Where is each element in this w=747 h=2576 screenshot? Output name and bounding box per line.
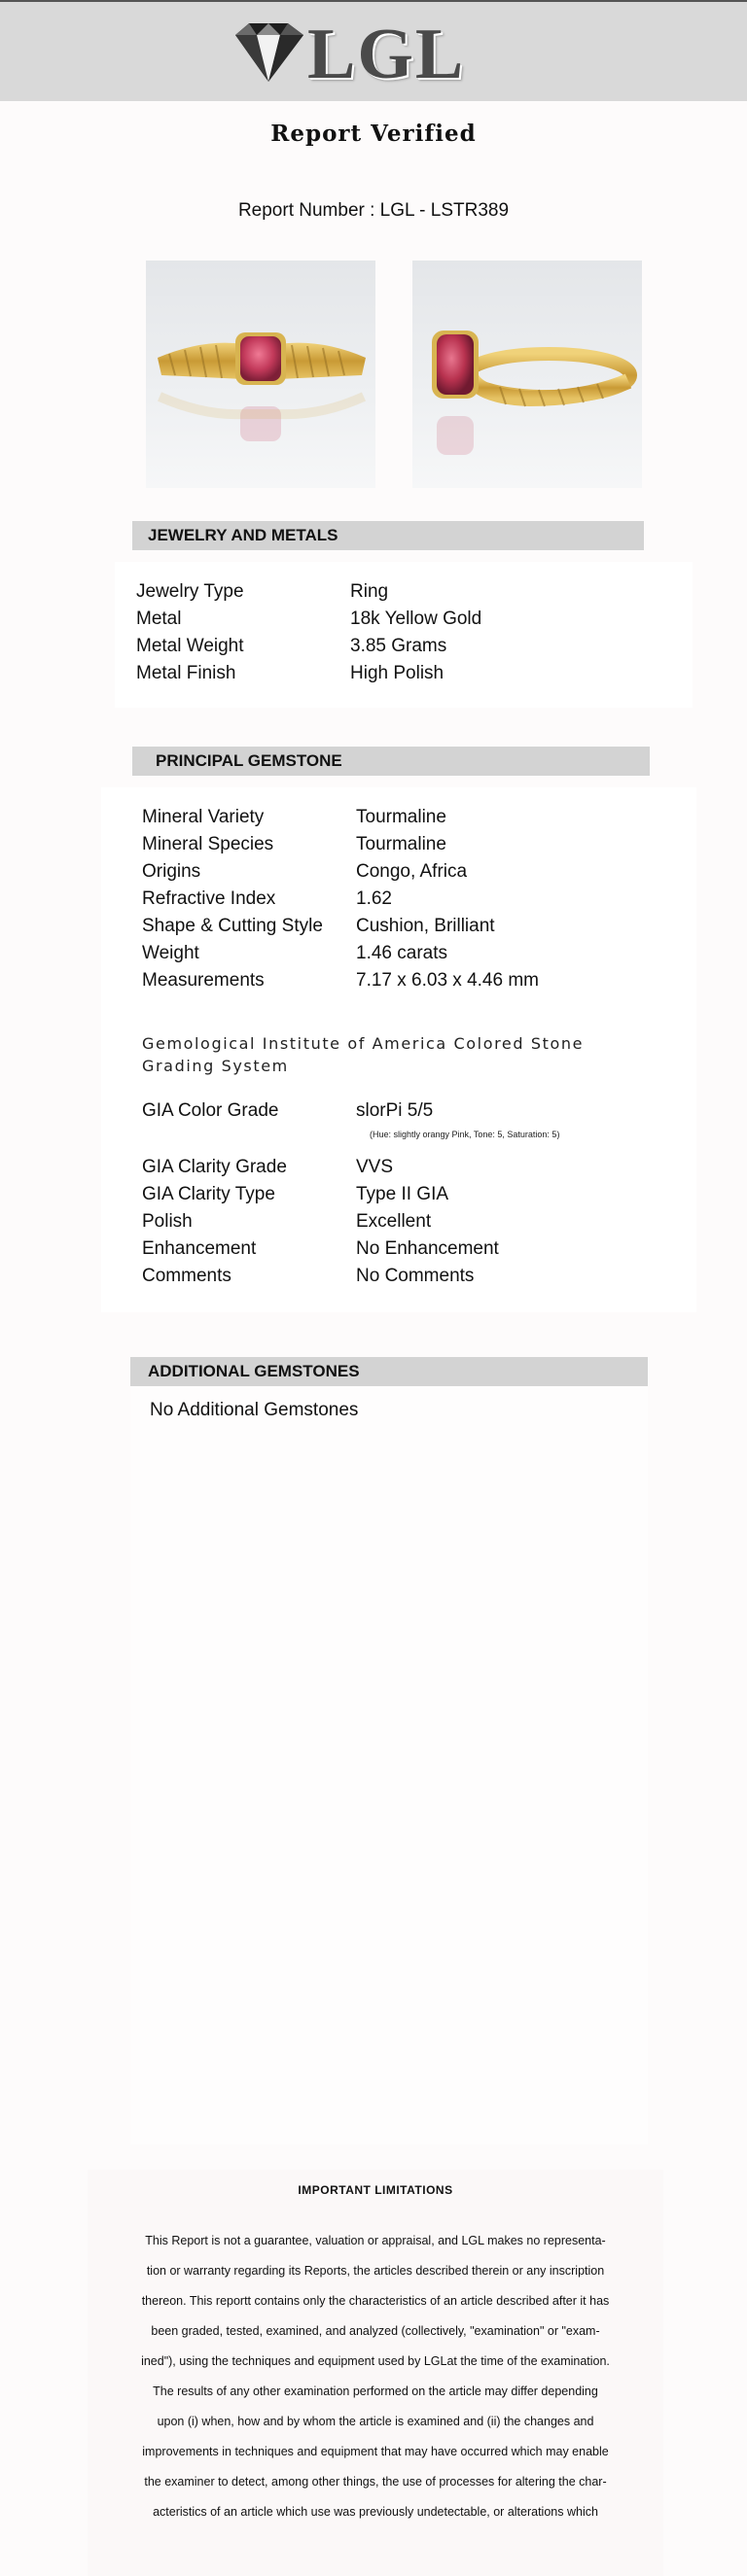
origins-value: Congo, Africa xyxy=(356,861,468,882)
metal-value: 18k Yellow Gold xyxy=(350,609,482,629)
mineral-species-label: Mineral Species xyxy=(142,834,274,854)
color-grade-label: GIA Color Grade xyxy=(142,1100,279,1121)
ring-front-photo xyxy=(146,261,375,488)
shape-cutting-value: Cushion, Brilliant xyxy=(356,916,495,936)
gemstone-section-header: PRINCIPAL GEMSTONE xyxy=(132,747,650,776)
report-number: Report Number : LGL - LSTR389 xyxy=(237,200,510,221)
comments-value: No Comments xyxy=(356,1266,475,1286)
ring-side-photo xyxy=(412,261,642,488)
refractive-index-value: 1.62 xyxy=(356,888,392,909)
limitations-line: The results of any other examination performed on the article may differ depending xyxy=(153,2385,598,2398)
limitations-line: acteristics of an article which use was previously undetectable, or alterations which xyxy=(153,2505,598,2519)
mineral-variety-value: Tourmaline xyxy=(356,807,446,827)
additional-text: No Additional Gemstones xyxy=(150,1400,359,1420)
grading-system-note: Gemological Institute of America Colored Stone Grading System xyxy=(142,1034,585,1075)
enhancement-value: No Enhancement xyxy=(356,1238,499,1259)
header-banner xyxy=(0,0,747,101)
jewelry-type-value: Ring xyxy=(350,581,389,602)
metal-weight-label: Metal Weight xyxy=(136,636,244,656)
limitations-line: tion or warranty regarding its Reports, the articles described therein or any inscription xyxy=(146,2264,605,2278)
shape-cutting-label: Shape & Cutting Style xyxy=(142,916,323,936)
clarity-grade-value: VVS xyxy=(356,1157,394,1177)
weight-label: Weight xyxy=(142,943,199,963)
polish-value: Excellent xyxy=(356,1211,432,1232)
limitations-line: thereon. This reportt contains only the characteristics of an article described after it has xyxy=(141,2294,610,2308)
limitations-line: This Report is not a guarantee, valuation or appraisal, and LGL makes no representa- xyxy=(145,2234,606,2247)
limitations-line: been graded, tested, examined, and analyzed (collectively, "examination" or "exam- xyxy=(151,2324,600,2338)
measurements-value: 7.17 x 6.03 x 4.46 mm xyxy=(356,970,539,991)
jewelry-type-label: Jewelry Type xyxy=(136,581,244,602)
limitations-title: IMPORTANT LIMITATIONS xyxy=(298,2183,453,2197)
metal-finish-label: Metal Finish xyxy=(136,663,236,683)
color-grade-value: slorPi 5/5 xyxy=(356,1100,434,1121)
measurements-label: Measurements xyxy=(142,970,265,991)
limitations-line: the examiner to detect, among other things, the use of processes for altering the char- xyxy=(144,2475,607,2489)
limitations-line: ined"), using the techniques and equipment used by LGLat the time of the examination. xyxy=(141,2354,610,2368)
mineral-species-value: Tourmaline xyxy=(356,834,446,854)
jewelry-panel xyxy=(115,562,693,708)
polish-label: Polish xyxy=(142,1211,193,1232)
jewelry-section-header: JEWELRY AND METALS xyxy=(132,521,644,550)
lgl-logo xyxy=(228,15,480,94)
mineral-variety-label: Mineral Variety xyxy=(142,807,265,827)
additional-panel xyxy=(130,1386,648,2144)
enhancement-label: Enhancement xyxy=(142,1238,257,1259)
weight-value: 1.46 carats xyxy=(356,943,447,963)
additional-section-header: ADDITIONAL GEMSTONES xyxy=(130,1357,648,1386)
origins-label: Origins xyxy=(142,861,201,882)
limitations-line: upon (i) when, how and by whom the article is examined and (ii) the changes and xyxy=(157,2415,594,2428)
logo-text: LGL xyxy=(307,15,466,94)
hue-note: (Hue: slightly orangy Pink, Tone: 5, Saturation: 5) xyxy=(370,1130,560,1139)
metal-label: Metal xyxy=(136,609,182,629)
metal-finish-value: High Polish xyxy=(350,663,445,683)
important-limitations xyxy=(88,2170,663,2576)
refractive-index-label: Refractive Index xyxy=(142,888,276,909)
diamond-icon xyxy=(228,21,309,84)
page-title: Report Verified xyxy=(270,121,477,147)
comments-label: Comments xyxy=(142,1266,231,1286)
clarity-grade-label: GIA Clarity Grade xyxy=(142,1157,287,1177)
metal-weight-value: 3.85 Grams xyxy=(350,636,447,656)
clarity-type-label: GIA Clarity Type xyxy=(142,1184,275,1204)
limitations-body xyxy=(105,2226,646,2527)
clarity-type-value: Type II GIA xyxy=(356,1184,449,1204)
limitations-line: improvements in techniques and equipment that may have occurred which may enable xyxy=(142,2445,609,2458)
